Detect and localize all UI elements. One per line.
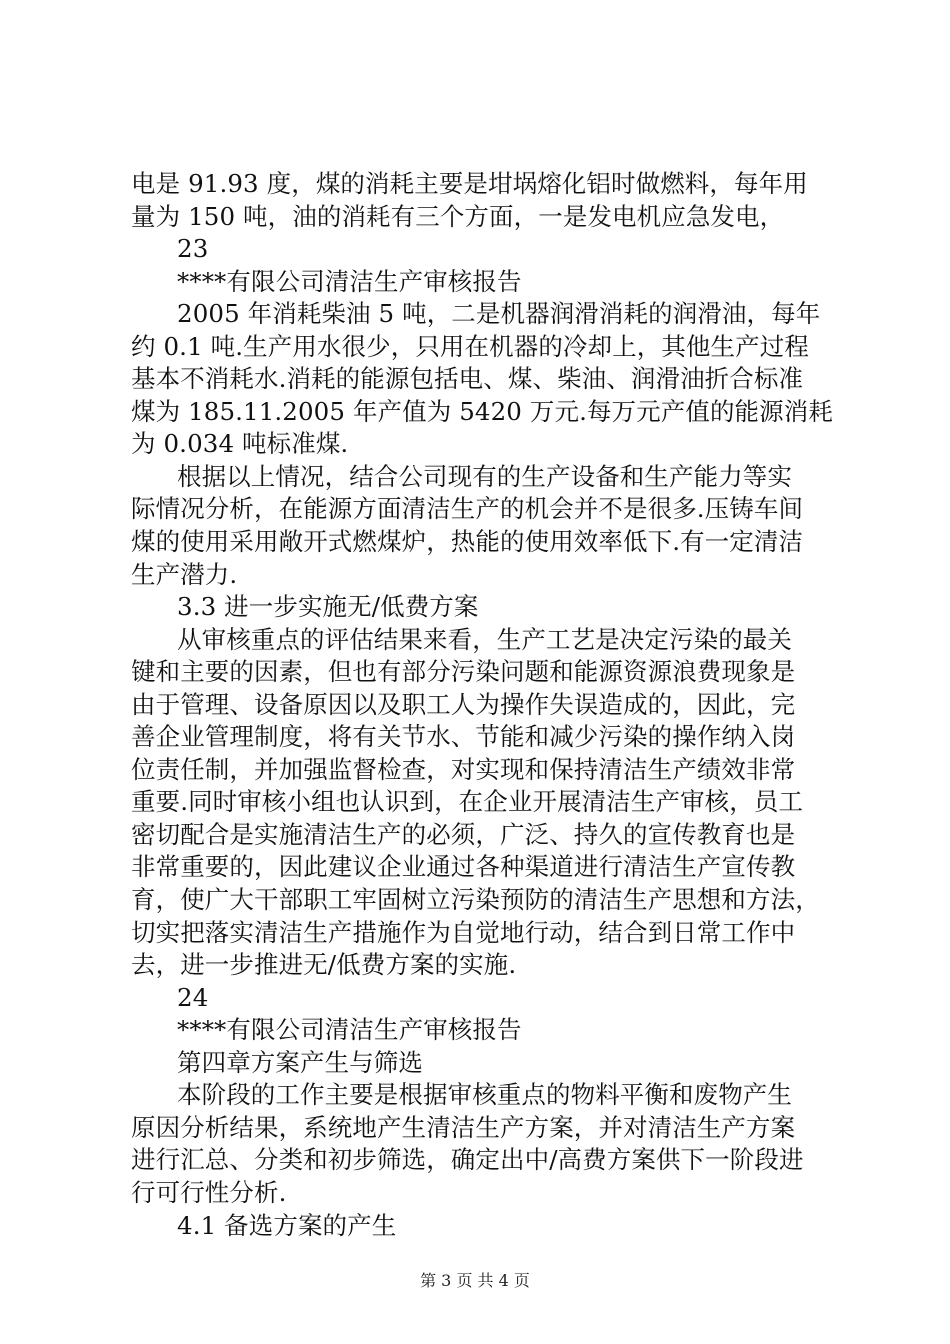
- page-footer: 第 3 页 共 4 页: [420, 1271, 530, 1290]
- text-line: 第四章方案产生与筛选: [177, 1047, 423, 1077]
- text-line: 根据以上情况，结合公司现有的生产设备和生产能力等实: [177, 461, 792, 491]
- text-line: 密切配合是实施清洁生产的必须，广泛、持久的宣传教育也是: [131, 819, 796, 849]
- text-line: 煤为 185.11.2005 年产值为 5420 万元.每万元产值的能源消耗: [131, 396, 833, 426]
- text-line: 去，进一步推进无/低费方案的实施.: [131, 950, 517, 980]
- text-line: 基本不消耗水.消耗的能源包括电、煤、柴油、润滑油折合标准: [131, 364, 804, 394]
- text-line: 非常重要的，因此建议企业通过各种渠道进行清洁生产宣传教: [131, 852, 796, 882]
- text-line: 行可行性分析.: [131, 1177, 287, 1207]
- text-line: 本阶段的工作主要是根据审核重点的物料平衡和废物产生: [177, 1080, 792, 1110]
- text-line: 2005 年消耗柴油 5 吨，二是机器润滑消耗的润滑油，每年: [177, 299, 821, 329]
- text-line: ****有限公司清洁生产审核报告: [177, 1015, 522, 1045]
- text-line: 为 0.034 吨标准煤.: [131, 429, 349, 459]
- text-line: 生产潜力.: [131, 559, 238, 589]
- text-line: 进行汇总、分类和初步筛选，确定出中/高费方案供下一阶段进: [131, 1145, 804, 1175]
- text-line: 育，使广大干部职工牢固树立污染预防的清洁生产思想和方法，: [131, 885, 820, 915]
- text-line: 切实把落实清洁生产措施作为自觉地行动，结合到日常工作中: [131, 917, 796, 947]
- text-line: 3.3 进一步实施无/低费方案: [177, 592, 479, 622]
- text-line: 键和主要的因素，但也有部分污染问题和能源资源浪费现象是: [131, 657, 796, 687]
- text-line: 电是 91.93 度，煤的消耗主要是坩埚熔化铝时做燃料，每年用: [131, 169, 808, 198]
- text-line: 24: [177, 982, 209, 1012]
- text-line: 善企业管理制度，将有关节水、节能和减少污染的操作纳入岗: [131, 722, 796, 752]
- text-line: 际情况分析，在能源方面清洁生产的机会并不是很多.压铸车间: [131, 494, 804, 524]
- text-line: 重要.同时审核小组也认识到，在企业开展清洁生产审核，员工: [131, 787, 804, 817]
- text-line: 原因分析结果，系统地产生清洁生产方案，并对清洁生产方案: [131, 1112, 796, 1142]
- text-line: 4.1 备选方案的产生: [177, 1210, 397, 1240]
- text-line: 位责任制，并加强监督检查，对实现和保持清洁生产绩效非常: [131, 754, 796, 784]
- text-line: 煤的使用采用敞开式燃煤炉，热能的使用效率低下.有一定清洁: [131, 527, 804, 557]
- text-line: 由于管理、设备原因以及职工人为操作失误造成的，因此，完: [131, 689, 796, 719]
- text-line: 23: [177, 234, 209, 264]
- document-body: [131, 168, 833, 1242]
- text-line: 约 0.1 吨.生产用水很少，只用在机器的冷却上，其他生产过程: [131, 331, 809, 361]
- text-line: 从审核重点的评估结果来看，生产工艺是决定污染的最关: [177, 624, 792, 654]
- text-line: 量为 150 吨，油的消耗有三个方面，一是发电机应急发电，: [131, 201, 785, 231]
- text-line: ****有限公司清洁生产审核报告: [177, 266, 522, 296]
